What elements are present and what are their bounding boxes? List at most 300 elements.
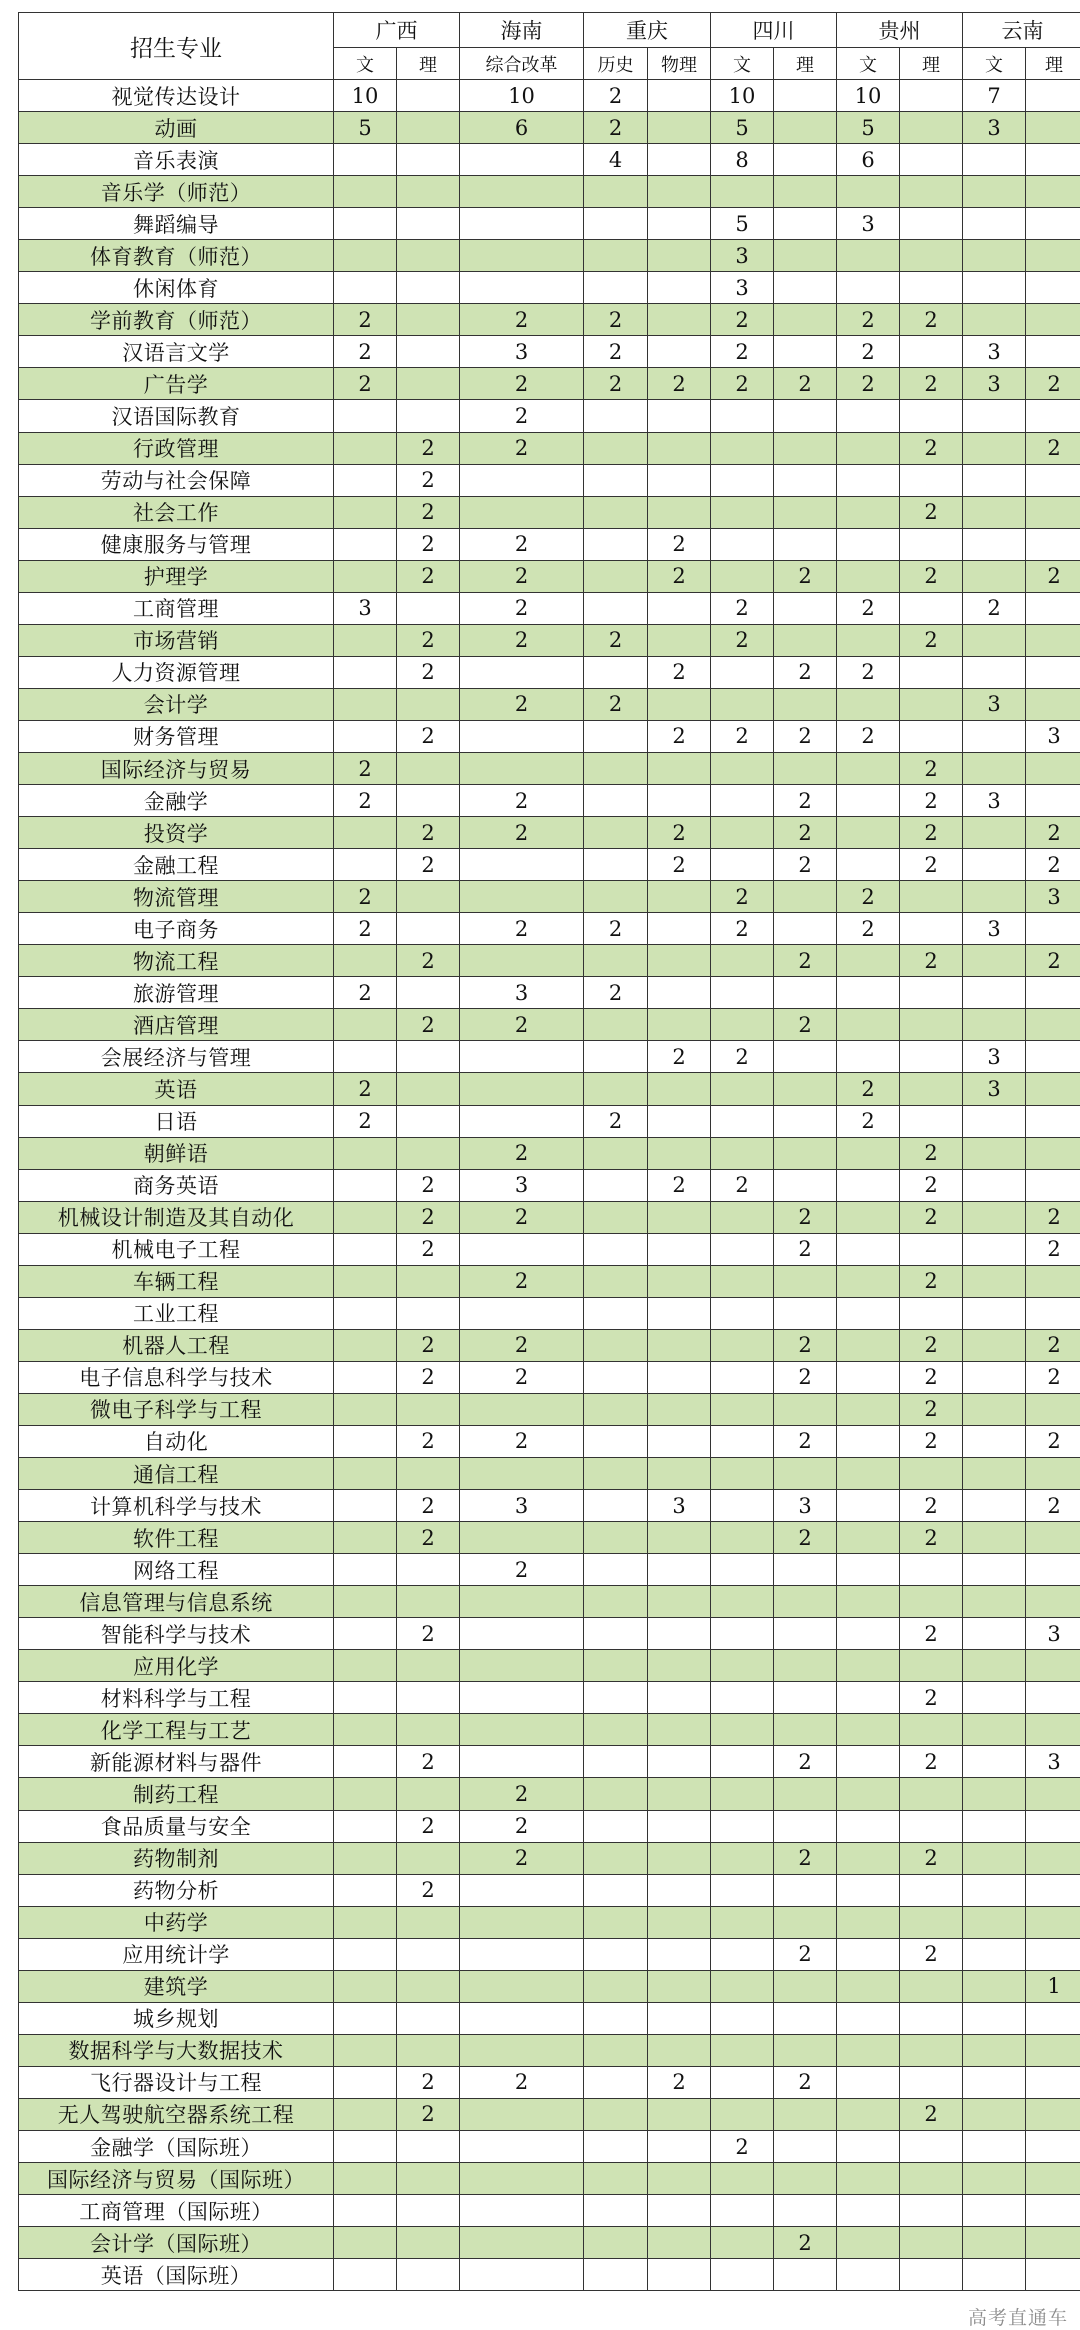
quota-cell: 2	[397, 496, 460, 528]
quota-cell	[584, 881, 648, 913]
quota-cell	[711, 1393, 774, 1425]
table-row	[19, 400, 1080, 432]
quota-cell	[648, 2034, 711, 2066]
quota-cell	[460, 1393, 584, 1425]
quota-cell	[711, 1297, 774, 1329]
quota-cell	[397, 1778, 460, 1810]
quota-cell	[334, 2002, 397, 2034]
quota-cell	[334, 1041, 397, 1073]
quota-cell: 2	[900, 1682, 963, 1714]
quota-cell	[648, 1393, 711, 1425]
quota-cell: 2	[774, 1842, 837, 1874]
quota-cell: 2	[460, 688, 584, 720]
quota-cell	[460, 1522, 584, 1554]
quota-cell	[397, 368, 460, 400]
quota-cell	[1026, 624, 1080, 656]
quota-cell	[584, 240, 648, 272]
quota-cell	[460, 272, 584, 304]
quota-cell	[837, 945, 900, 977]
quota-cell: 2	[900, 1393, 963, 1425]
quota-cell	[711, 1329, 774, 1361]
quota-cell: 3	[963, 112, 1026, 144]
table-row	[19, 1714, 1080, 1746]
table-row	[19, 720, 1080, 752]
quota-cell: 3	[1026, 1618, 1080, 1650]
province-header-guangxi: 广西	[334, 13, 460, 48]
table-row	[19, 2034, 1080, 2066]
quota-cell: 3	[963, 1073, 1026, 1105]
quota-cell: 2	[711, 1169, 774, 1201]
major-name-cell: 新能源材料与器件	[19, 1746, 334, 1778]
quota-cell: 2	[1026, 368, 1080, 400]
quota-cell	[648, 2131, 711, 2163]
major-name-cell: 工商管理	[19, 592, 334, 624]
quota-cell: 8	[711, 144, 774, 176]
table-row	[19, 1746, 1080, 1778]
table-row	[19, 945, 1080, 977]
quota-cell	[774, 528, 837, 560]
quota-cell: 2	[397, 817, 460, 849]
quota-cell	[648, 688, 711, 720]
quota-cell	[900, 2163, 963, 2195]
quota-cell	[397, 1970, 460, 2002]
quota-cell	[711, 1522, 774, 1554]
quota-cell	[460, 1297, 584, 1329]
quota-cell: 2	[397, 528, 460, 560]
major-name-cell: 健康服务与管理	[19, 528, 334, 560]
quota-cell	[1026, 977, 1080, 1009]
quota-cell: 2	[774, 1425, 837, 1457]
quota-cell	[963, 1714, 1026, 1746]
major-name-cell: 软件工程	[19, 1522, 334, 1554]
subject-header: 历史	[584, 48, 648, 80]
quota-cell: 2	[900, 1842, 963, 1874]
quota-cell	[1026, 2131, 1080, 2163]
quota-cell	[460, 1586, 584, 1618]
major-name-cell: 社会工作	[19, 496, 334, 528]
quota-cell	[774, 176, 837, 208]
quota-cell	[460, 1650, 584, 1682]
quota-cell: 2	[1026, 432, 1080, 464]
quota-cell	[900, 1041, 963, 1073]
major-name-cell: 无人驾驶航空器系统工程	[19, 2098, 334, 2130]
quota-cell	[711, 2034, 774, 2066]
quota-cell	[460, 1746, 584, 1778]
quota-cell: 3	[963, 913, 1026, 945]
quota-cell	[334, 817, 397, 849]
quota-cell: 2	[460, 400, 584, 432]
quota-cell	[837, 977, 900, 1009]
quota-cell	[963, 144, 1026, 176]
quota-cell: 10	[460, 80, 584, 112]
quota-cell	[334, 1842, 397, 1874]
quota-cell	[1026, 1073, 1080, 1105]
quota-cell	[460, 176, 584, 208]
major-name-cell: 药物分析	[19, 1874, 334, 1906]
quota-cell	[900, 977, 963, 1009]
quota-cell	[648, 624, 711, 656]
major-name-cell: 食品质量与安全	[19, 1810, 334, 1842]
quota-cell	[1026, 1778, 1080, 1810]
quota-cell	[711, 945, 774, 977]
table-row	[19, 1650, 1080, 1682]
quota-cell	[711, 1425, 774, 1457]
quota-cell	[774, 400, 837, 432]
quota-cell	[334, 1425, 397, 1457]
quota-cell	[584, 2259, 648, 2291]
watermark-text: 高考直通车	[968, 2303, 1068, 2330]
quota-cell: 2	[584, 624, 648, 656]
quota-cell	[837, 1233, 900, 1265]
quota-cell	[460, 1970, 584, 2002]
quota-cell	[1026, 688, 1080, 720]
quota-cell	[774, 1265, 837, 1297]
table-row	[19, 176, 1080, 208]
quota-cell: 2	[334, 752, 397, 784]
quota-cell	[711, 977, 774, 1009]
quota-cell: 1	[1026, 1970, 1080, 2002]
quota-cell: 2	[1026, 849, 1080, 881]
quota-cell: 3	[460, 1169, 584, 1201]
quota-cell	[837, 1682, 900, 1714]
quota-cell	[648, 1842, 711, 1874]
quota-cell	[711, 2259, 774, 2291]
quota-cell: 2	[1026, 560, 1080, 592]
quota-cell	[963, 2163, 1026, 2195]
quota-cell: 2	[397, 464, 460, 496]
quota-cell	[963, 272, 1026, 304]
quota-cell	[900, 1810, 963, 1842]
quota-cell: 2	[711, 881, 774, 913]
major-name-cell: 中药学	[19, 1906, 334, 1938]
quota-cell	[963, 304, 1026, 336]
quota-cell: 2	[397, 849, 460, 881]
quota-cell	[648, 1265, 711, 1297]
quota-cell	[711, 1586, 774, 1618]
major-name-cell: 朝鲜语	[19, 1137, 334, 1169]
quota-cell: 2	[397, 945, 460, 977]
quota-cell: 2	[1026, 1201, 1080, 1233]
quota-cell: 2	[584, 977, 648, 1009]
quota-cell	[584, 1746, 648, 1778]
quota-cell	[1026, 1297, 1080, 1329]
quota-cell	[397, 1554, 460, 1586]
quota-cell	[837, 817, 900, 849]
quota-cell: 2	[900, 1938, 963, 1970]
major-name-cell: 英语	[19, 1073, 334, 1105]
quota-cell: 3	[1026, 720, 1080, 752]
quota-cell: 2	[1026, 1233, 1080, 1265]
quota-cell: 2	[774, 1009, 837, 1041]
quota-cell: 2	[900, 496, 963, 528]
quota-cell	[963, 752, 1026, 784]
quota-cell	[963, 1938, 1026, 1970]
quota-cell	[711, 1746, 774, 1778]
quota-cell	[397, 2195, 460, 2227]
quota-cell	[397, 304, 460, 336]
table-row	[19, 1233, 1080, 1265]
table-row	[19, 1137, 1080, 1169]
quota-cell	[397, 112, 460, 144]
quota-cell	[648, 464, 711, 496]
quota-cell: 2	[900, 752, 963, 784]
quota-cell: 3	[963, 785, 1026, 817]
quota-cell: 2	[711, 368, 774, 400]
quota-cell: 2	[460, 304, 584, 336]
quota-cell	[334, 1329, 397, 1361]
quota-cell: 2	[774, 1361, 837, 1393]
major-name-cell: 会计学（国际班）	[19, 2227, 334, 2259]
quota-cell	[774, 881, 837, 913]
quota-cell	[963, 624, 1026, 656]
major-name-cell: 音乐表演	[19, 144, 334, 176]
quota-cell: 2	[648, 368, 711, 400]
table-row	[19, 1682, 1080, 1714]
quota-cell	[1026, 176, 1080, 208]
major-name-cell: 电子信息科学与技术	[19, 1361, 334, 1393]
quota-cell	[774, 304, 837, 336]
quota-cell: 2	[397, 1361, 460, 1393]
quota-cell	[397, 881, 460, 913]
quota-cell	[584, 1650, 648, 1682]
quota-cell	[837, 1490, 900, 1522]
table-row	[19, 1970, 1080, 2002]
quota-cell: 5	[837, 112, 900, 144]
table-row	[19, 624, 1080, 656]
quota-cell: 2	[460, 1361, 584, 1393]
quota-cell	[648, 1746, 711, 1778]
quota-cell	[397, 1586, 460, 1618]
quota-cell	[900, 1009, 963, 1041]
quota-cell	[584, 785, 648, 817]
quota-cell	[397, 1906, 460, 1938]
quota-cell	[774, 112, 837, 144]
quota-cell	[837, 400, 900, 432]
major-name-cell: 城乡规划	[19, 2002, 334, 2034]
quota-cell: 3	[711, 272, 774, 304]
quota-cell	[1026, 336, 1080, 368]
quota-cell: 2	[1026, 1425, 1080, 1457]
quota-cell: 2	[460, 785, 584, 817]
major-name-cell: 休闲体育	[19, 272, 334, 304]
quota-cell: 2	[837, 881, 900, 913]
quota-cell	[900, 240, 963, 272]
quota-cell	[963, 432, 1026, 464]
quota-cell: 2	[584, 368, 648, 400]
quota-cell	[900, 1650, 963, 1682]
quota-cell	[584, 1842, 648, 1874]
quota-cell	[397, 2034, 460, 2066]
quota-cell: 2	[460, 1778, 584, 1810]
subject-header: 文	[711, 48, 774, 80]
quota-cell: 2	[397, 1746, 460, 1778]
quota-cell	[1026, 1041, 1080, 1073]
quota-cell	[648, 272, 711, 304]
quota-cell: 2	[900, 1137, 963, 1169]
quota-cell	[711, 176, 774, 208]
subject-header: 物理	[648, 48, 711, 80]
quota-cell	[837, 1650, 900, 1682]
table-row	[19, 80, 1080, 112]
table-row	[19, 913, 1080, 945]
major-name-cell: 劳动与社会保障	[19, 464, 334, 496]
quota-cell	[774, 1169, 837, 1201]
quota-cell	[711, 849, 774, 881]
quota-cell: 2	[460, 1265, 584, 1297]
major-name-cell: 工业工程	[19, 1297, 334, 1329]
quota-cell	[334, 1906, 397, 1938]
quota-cell	[900, 400, 963, 432]
quota-cell: 2	[774, 656, 837, 688]
table-row	[19, 2002, 1080, 2034]
quota-cell	[963, 2066, 1026, 2098]
quota-cell	[648, 1361, 711, 1393]
quota-cell	[900, 336, 963, 368]
quota-cell	[584, 1073, 648, 1105]
quota-cell	[711, 1778, 774, 1810]
quota-cell	[397, 2131, 460, 2163]
quota-cell: 3	[774, 1490, 837, 1522]
quota-cell	[334, 1938, 397, 1970]
quota-cell	[837, 1329, 900, 1361]
quota-cell	[334, 2098, 397, 2130]
quota-cell	[963, 1233, 1026, 1265]
quota-cell: 3	[837, 208, 900, 240]
table-row	[19, 1329, 1080, 1361]
quota-cell: 2	[1026, 817, 1080, 849]
quota-cell	[584, 1970, 648, 2002]
quota-cell	[837, 785, 900, 817]
quota-cell	[460, 1682, 584, 1714]
quota-cell	[334, 1297, 397, 1329]
quota-cell	[397, 592, 460, 624]
quota-cell	[648, 592, 711, 624]
quota-cell	[774, 2098, 837, 2130]
quota-cell	[1026, 1938, 1080, 1970]
quota-cell	[963, 1554, 1026, 1586]
quota-cell	[584, 1361, 648, 1393]
quota-cell	[711, 1137, 774, 1169]
quota-cell: 2	[460, 624, 584, 656]
quota-cell	[397, 688, 460, 720]
quota-cell	[837, 752, 900, 784]
quota-cell	[1026, 1554, 1080, 1586]
quota-cell	[584, 2227, 648, 2259]
quota-cell: 2	[900, 1490, 963, 1522]
quota-cell	[460, 2163, 584, 2195]
table-row	[19, 304, 1080, 336]
quota-cell	[1026, 464, 1080, 496]
quota-cell	[774, 1041, 837, 1073]
quota-cell	[397, 208, 460, 240]
quota-cell	[584, 1297, 648, 1329]
subject-header: 理	[1026, 48, 1080, 80]
quota-cell: 2	[900, 1201, 963, 1233]
quota-cell	[711, 1201, 774, 1233]
quota-cell	[1026, 400, 1080, 432]
quota-cell: 2	[460, 1554, 584, 1586]
quota-cell: 4	[584, 144, 648, 176]
quota-cell	[648, 1714, 711, 1746]
quota-cell	[774, 1810, 837, 1842]
quota-cell: 2	[711, 336, 774, 368]
major-name-cell: 通信工程	[19, 1458, 334, 1490]
quota-cell: 3	[460, 1490, 584, 1522]
quota-cell: 2	[774, 1938, 837, 1970]
quota-cell	[1026, 592, 1080, 624]
quota-cell: 2	[774, 1746, 837, 1778]
quota-cell	[774, 1714, 837, 1746]
table-row	[19, 2098, 1080, 2130]
quota-cell	[648, 1618, 711, 1650]
quota-cell: 2	[1026, 945, 1080, 977]
quota-cell	[837, 1393, 900, 1425]
quota-cell	[648, 945, 711, 977]
table-row	[19, 1554, 1080, 1586]
quota-cell: 2	[837, 592, 900, 624]
quota-cell: 2	[584, 80, 648, 112]
quota-cell: 2	[900, 1361, 963, 1393]
quota-cell	[1026, 1009, 1080, 1041]
quota-cell	[334, 1361, 397, 1393]
quota-cell	[711, 1810, 774, 1842]
quota-cell	[648, 1009, 711, 1041]
quota-cell	[711, 1490, 774, 1522]
quota-cell	[648, 1233, 711, 1265]
quota-cell	[1026, 144, 1080, 176]
quota-cell	[900, 1073, 963, 1105]
quota-cell: 2	[711, 913, 774, 945]
quota-cell	[648, 2002, 711, 2034]
quota-cell	[1026, 752, 1080, 784]
quota-cell: 2	[837, 336, 900, 368]
quota-cell: 3	[963, 1041, 1026, 1073]
major-name-cell: 日语	[19, 1105, 334, 1137]
quota-cell	[1026, 1137, 1080, 1169]
quota-cell	[837, 1297, 900, 1329]
quota-cell	[334, 1522, 397, 1554]
quota-cell: 2	[334, 336, 397, 368]
province-header-guizhou: 贵州	[837, 13, 963, 48]
quota-cell	[963, 464, 1026, 496]
quota-cell	[774, 1105, 837, 1137]
quota-cell	[584, 2131, 648, 2163]
quota-cell	[334, 1458, 397, 1490]
quota-cell	[460, 1105, 584, 1137]
quota-cell	[774, 1682, 837, 1714]
quota-cell: 2	[334, 304, 397, 336]
quota-cell	[837, 1265, 900, 1297]
quota-cell: 3	[1026, 1746, 1080, 1778]
quota-cell	[774, 688, 837, 720]
quota-cell: 2	[397, 1329, 460, 1361]
major-name-cell: 市场营销	[19, 624, 334, 656]
quota-cell	[837, 1778, 900, 1810]
quota-cell	[334, 1393, 397, 1425]
quota-cell	[584, 560, 648, 592]
quota-cell: 2	[1026, 1361, 1080, 1393]
quota-cell	[648, 2259, 711, 2291]
quota-cell	[1026, 1393, 1080, 1425]
quota-cell	[837, 2227, 900, 2259]
quota-cell	[963, 1522, 1026, 1554]
quota-cell	[963, 1490, 1026, 1522]
major-name-cell: 材料科学与工程	[19, 1682, 334, 1714]
quota-cell	[584, 272, 648, 304]
quota-cell	[460, 240, 584, 272]
quota-cell	[837, 528, 900, 560]
table-row	[19, 272, 1080, 304]
